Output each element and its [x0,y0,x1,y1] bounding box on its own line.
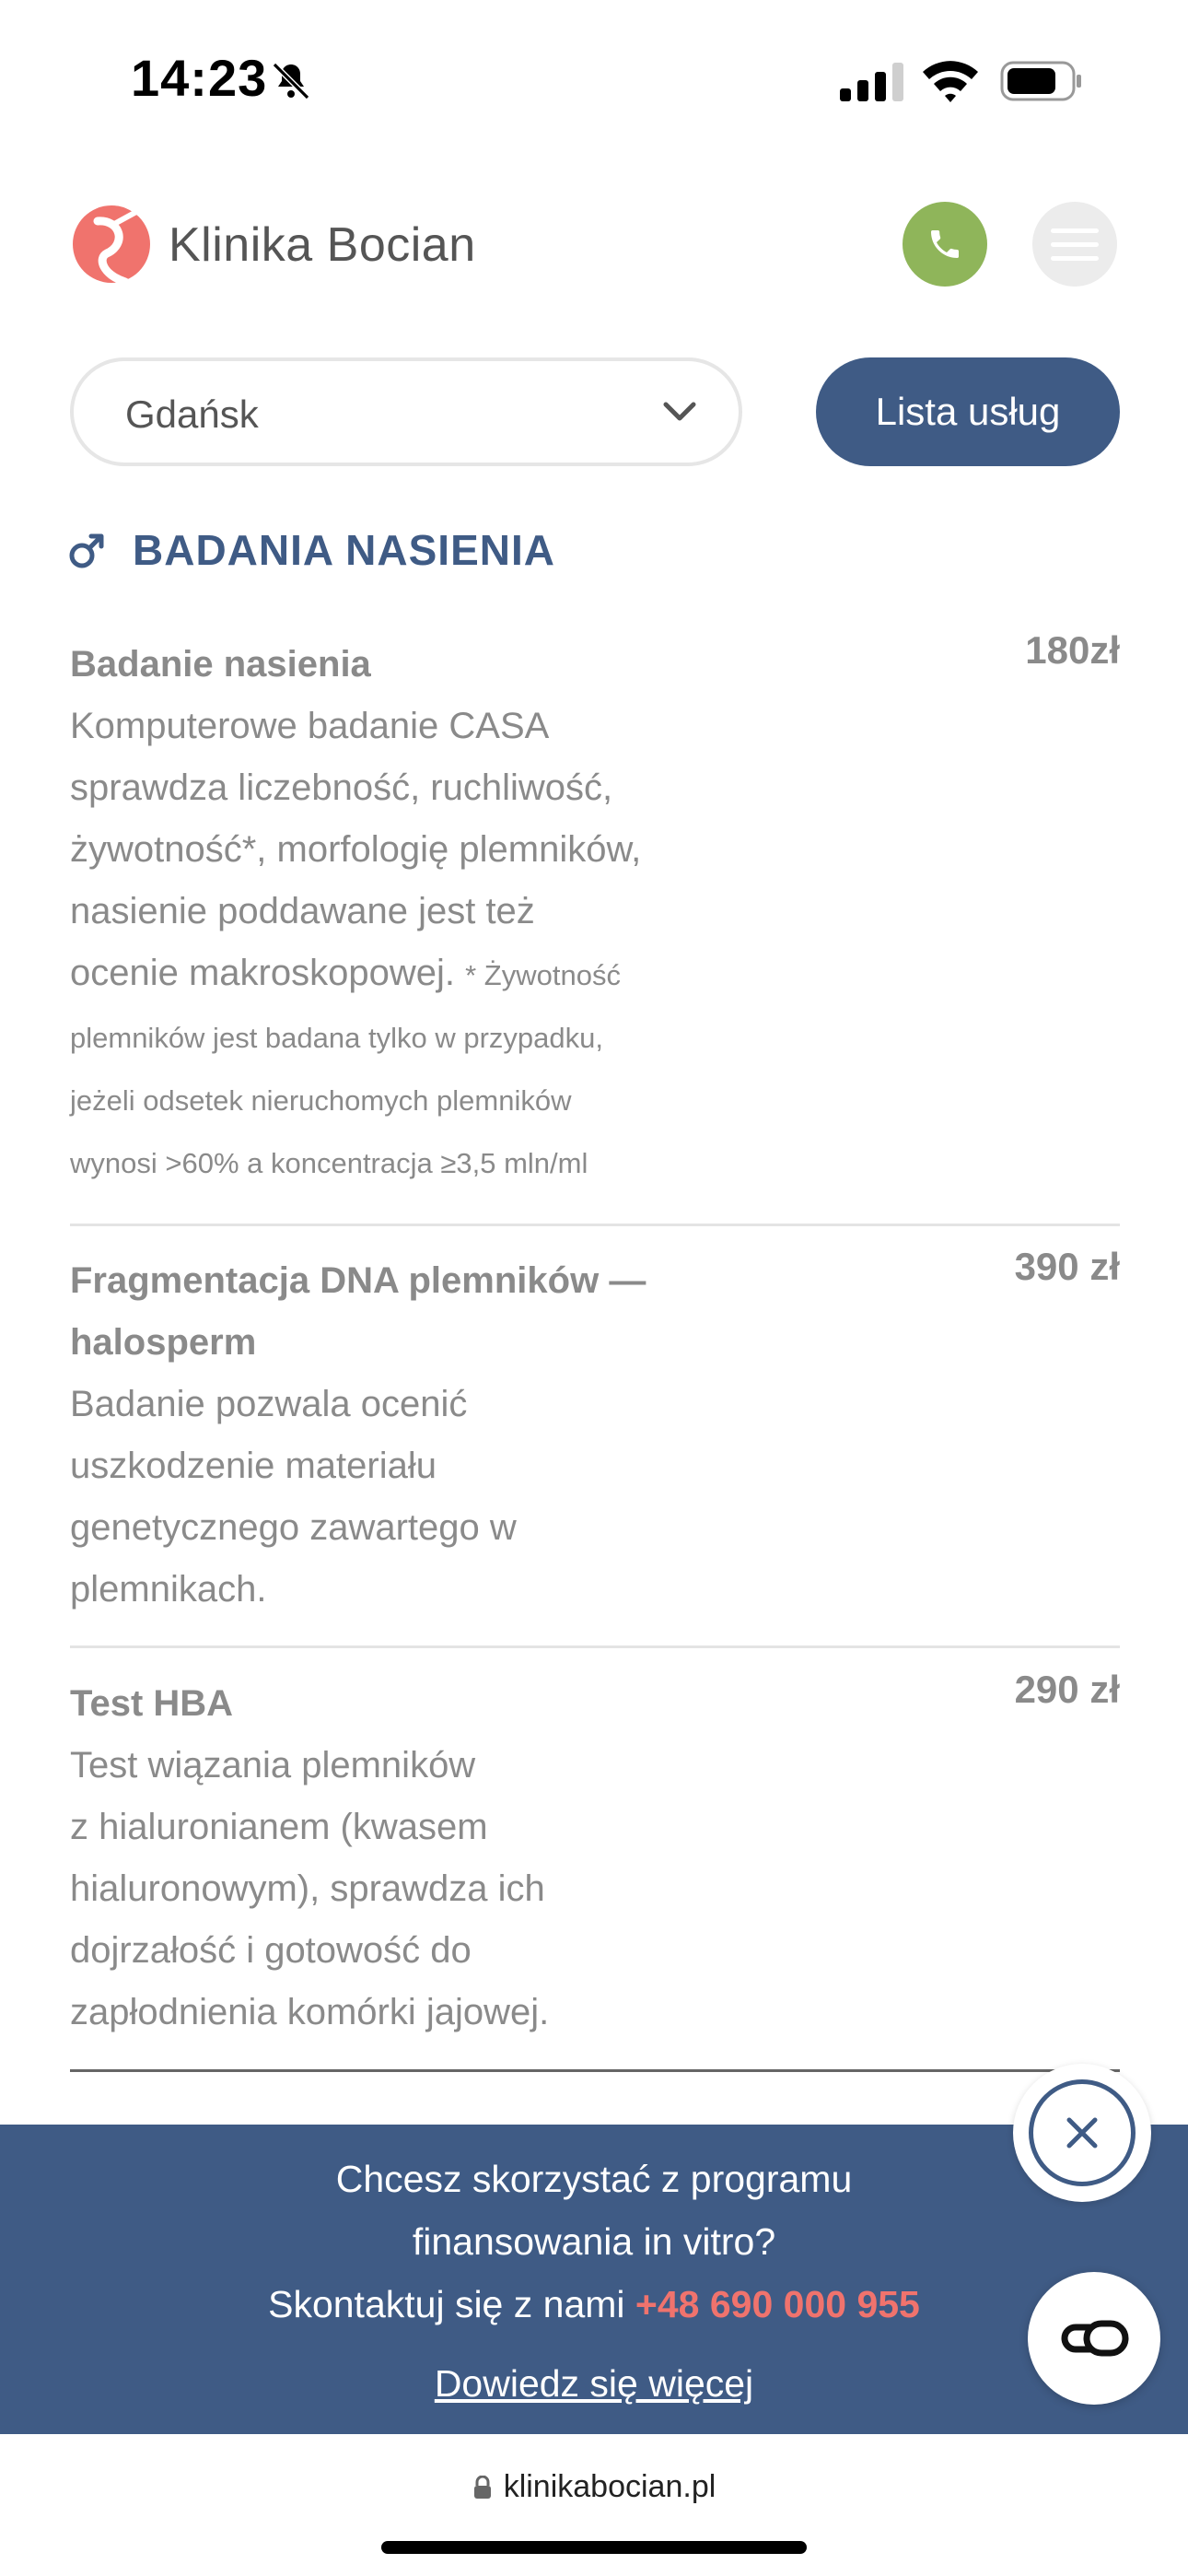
brand-name[interactable]: Klinika Bocian [169,218,476,272]
service-title: Test HBA [70,1683,234,1724]
service-desc-line: dojrzałość i gotowość do [70,1930,472,1971]
status-time: 14:23 [131,49,268,107]
service-item [70,628,1120,1195]
call-button[interactable] [903,202,987,287]
service-desc-line: Badanie pozwala ocenić [70,1384,468,1424]
close-banner-button[interactable] [1013,2064,1151,2202]
service-note-line: plemników jest badana tylko w przypadku, [70,1022,603,1054]
chat-logo-icon [1059,2320,1129,2357]
chat-widget-button[interactable] [1028,2272,1160,2405]
banner-phone-link[interactable]: +48 690 000 955 [635,2283,920,2325]
service-title: Badanie nasienia [70,644,371,685]
hamburger-menu-button[interactable] [1032,202,1117,287]
services-list-button[interactable]: Lista usług [816,357,1120,466]
service-desc-line: uszkodzenie materiału [70,1446,437,1486]
service-title-line: halosperm [70,1322,257,1363]
divider [70,1645,1120,1648]
service-desc-line: z hialuronianem (kwasem [70,1807,488,1847]
banner-link-row [0,2362,1188,2406]
service-desc-line [70,943,696,1007]
cellular-signal-icon [840,63,904,101]
chevron-down-icon [661,398,698,426]
service-desc-line: zapłodnienia komórki jajowej. [70,1992,550,2032]
divider [70,2069,1120,2072]
menu-line [1051,242,1099,247]
service-desc-line: Komputerowe badanie CASA [70,706,550,746]
male-symbol-icon [68,533,105,569]
learn-more-link[interactable]: Dowiedz się więcej [434,2362,754,2405]
divider [70,1224,1120,1226]
banner-text-line: Chcesz skorzystać z programu [335,2158,853,2200]
phone-icon [926,226,963,263]
service-desc-line: genetycznego zawartego w [70,1507,517,1548]
service-desc-line: plemnikach. [70,1569,267,1610]
banner-contact-line [0,2283,1188,2326]
city-select[interactable] [70,357,742,466]
service-desc-line: Test wiązania plemników [70,1745,476,1786]
stork-logo-icon[interactable] [70,203,153,286]
section-title: BADANIA NASIENIA [133,526,555,574]
service-item [70,1245,1120,1621]
service-note-line: wynosi >60% a koncentracja ≥3,5 mln/ml [70,1147,588,1179]
browser-url-bar[interactable] [0,2434,1188,2576]
url-text: klinikabocian.pl [503,2469,716,2504]
status-bar [0,0,1188,161]
wifi-icon [921,57,980,103]
banner-text-line: finansowania in vitro? [412,2220,776,2263]
battery-icon [1000,61,1083,101]
service-item [70,1668,1120,2043]
service-desc-line: sprawdza liczebność, ruchliwość, [70,767,613,808]
lock-icon [472,2476,493,2500]
home-indicator[interactable] [381,2541,807,2554]
service-desc-line: hialuronowym), sprawdza ich [70,1868,545,1909]
service-price: 180zł [1025,628,1120,672]
bell-muted-icon [269,59,313,103]
menu-line [1051,256,1099,261]
close-circle [1029,2079,1136,2186]
service-desc-line: nasienie poddawane jest też [70,891,535,931]
city-select-value: Gdańsk [125,392,259,436]
service-note-start: * Żywotność [465,959,621,991]
service-desc-text: ocenie makroskopowej. [70,953,455,993]
service-note-line: jeżeli odsetek nieruchomych plemników [70,1084,572,1117]
service-title-line: Fragmentacja DNA plemników — [70,1260,646,1301]
service-desc-line: żywotność*, morfologię plemników, [70,829,642,870]
banner-contact-text: Skontaktuj się z nami [268,2283,625,2325]
url-row [0,2469,1188,2505]
service-price: 290 zł [1014,1668,1120,1711]
close-icon [1062,2113,1102,2153]
menu-line [1051,228,1099,233]
financing-banner [0,2125,1188,2434]
service-price: 390 zł [1014,1245,1120,1288]
